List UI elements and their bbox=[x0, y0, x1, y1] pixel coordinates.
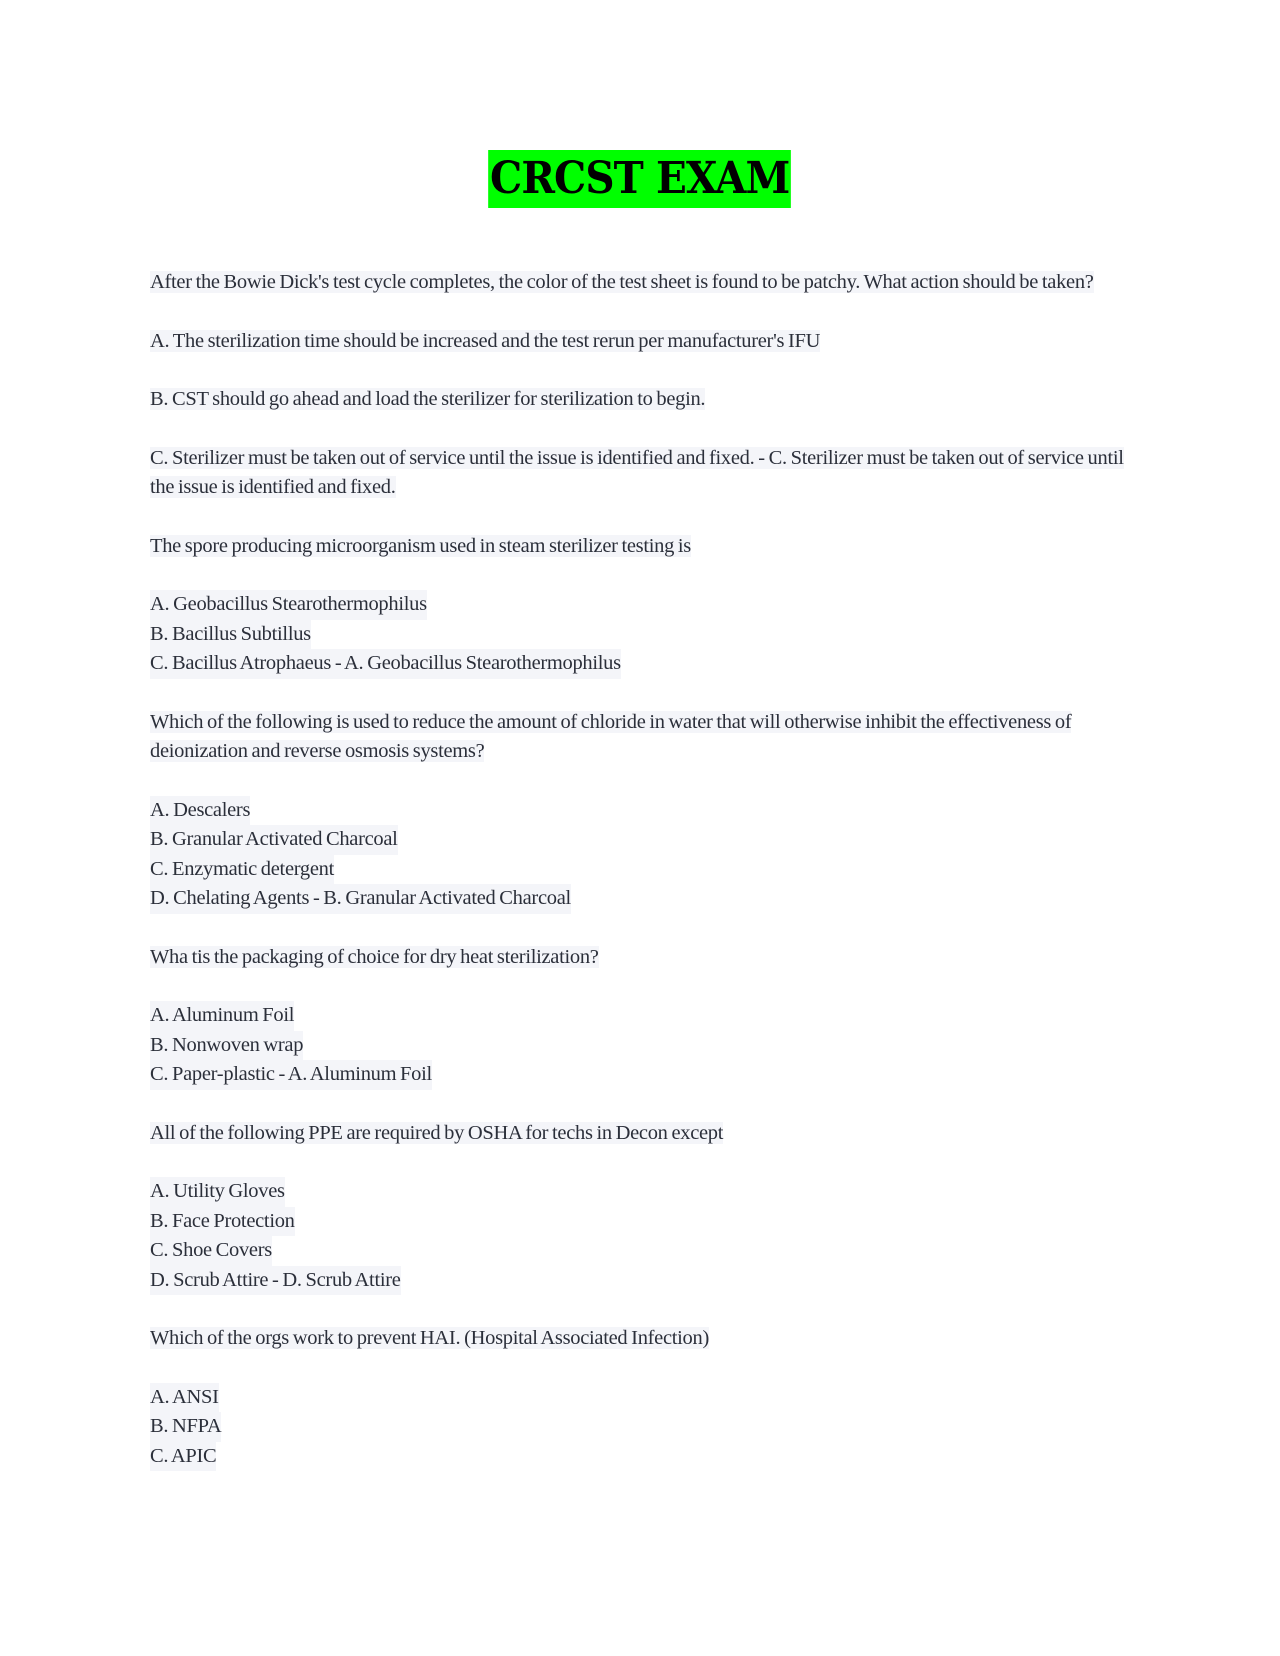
question-text: After the Bowie Dick's test cycle completes, the color of the test sheet is found to be patchy. What action should be taken? bbox=[150, 271, 1094, 293]
option-a bbox=[150, 590, 1130, 620]
option-text: B. Bacillus Subtillus bbox=[150, 620, 311, 650]
option-text: B. Nonwoven wrap bbox=[150, 1031, 303, 1061]
option-text: D. Scrub Attire - D. Scrub Attire bbox=[150, 1266, 401, 1296]
option-c-answer bbox=[150, 1060, 1130, 1090]
option-c bbox=[150, 855, 1130, 885]
option-text: A. Utility Gloves bbox=[150, 1177, 285, 1207]
option-text: D. Chelating Agents - B. Granular Activated Charcoal bbox=[150, 884, 571, 914]
question-6-options bbox=[150, 1383, 1130, 1472]
option-a bbox=[150, 796, 1130, 826]
document-title: CRCST EXAM bbox=[488, 150, 791, 208]
question-text: Which of the following is used to reduce the amount of chloride in water that will otherwise inhibit the effectiveness of deionization and reverse osmosis systems? bbox=[150, 710, 1072, 762]
option-text: C. APIC bbox=[150, 1442, 216, 1472]
option-a bbox=[150, 1001, 1130, 1031]
option-text: C. Enzymatic detergent bbox=[150, 855, 334, 885]
question-text: Wha tis the packaging of choice for dry heat sterilization? bbox=[150, 945, 599, 968]
option-c bbox=[150, 1236, 1130, 1266]
option-text: A. The sterilization time should be increased and the test rerun per manufacturer's IFU bbox=[150, 329, 821, 352]
title-container bbox=[0, 150, 1280, 208]
option-text: C. Shoe Covers bbox=[150, 1236, 272, 1266]
question-5-options bbox=[150, 1177, 1130, 1295]
option-b bbox=[150, 825, 1130, 855]
question-text: Which of the orgs work to prevent HAI. (Hospital Associated Infection) bbox=[150, 1327, 709, 1349]
option-text: C. Paper-plastic - A. Aluminum Foil bbox=[150, 1060, 432, 1090]
question-1-option-c-answer bbox=[150, 444, 1130, 503]
option-a bbox=[150, 1177, 1130, 1207]
option-b bbox=[150, 620, 1130, 650]
option-text: A. ANSI bbox=[150, 1383, 219, 1413]
option-text: C. Sterilizer must be taken out of service until the issue is identified and fixed. - C. Sterilizer must be taken out of service until the issue is identified and fixed. bbox=[150, 446, 1124, 498]
option-text: B. CST should go ahead and load the sterilizer for sterilization to begin. bbox=[150, 388, 706, 410]
question-4-options bbox=[150, 1001, 1130, 1090]
option-text: B. Granular Activated Charcoal bbox=[150, 825, 398, 855]
option-text: A. Geobacillus Stearothermophilus bbox=[150, 590, 427, 620]
option-text: B. Face Protection bbox=[150, 1207, 295, 1237]
question-1 bbox=[150, 268, 1130, 298]
option-a bbox=[150, 1383, 1130, 1413]
option-c-answer bbox=[150, 649, 1130, 679]
question-1-option-a bbox=[150, 327, 1130, 357]
option-text: B. NFPA bbox=[150, 1412, 221, 1442]
option-b bbox=[150, 1412, 1130, 1442]
question-text: The spore producing microorganism used in steam sterilizer testing is bbox=[150, 534, 691, 557]
question-2 bbox=[150, 532, 1130, 562]
question-2-options bbox=[150, 590, 1130, 679]
question-1-option-b bbox=[150, 385, 1130, 415]
question-text: All of the following PPE are required by OSHA for techs in Decon except bbox=[150, 1121, 724, 1144]
question-3-options bbox=[150, 796, 1130, 914]
question-5 bbox=[150, 1119, 1130, 1149]
option-d-answer bbox=[150, 884, 1130, 914]
question-3 bbox=[150, 708, 1130, 767]
option-d-answer bbox=[150, 1266, 1130, 1296]
option-text: A. Descalers bbox=[150, 796, 250, 826]
option-text: C. Bacillus Atrophaeus - A. Geobacillus Stearothermophilus bbox=[150, 649, 621, 679]
option-text: A. Aluminum Foil bbox=[150, 1001, 294, 1031]
document-body bbox=[150, 268, 1130, 1500]
option-b bbox=[150, 1207, 1130, 1237]
question-6 bbox=[150, 1324, 1130, 1354]
option-c bbox=[150, 1442, 1130, 1472]
question-4 bbox=[150, 943, 1130, 973]
option-b bbox=[150, 1031, 1130, 1061]
